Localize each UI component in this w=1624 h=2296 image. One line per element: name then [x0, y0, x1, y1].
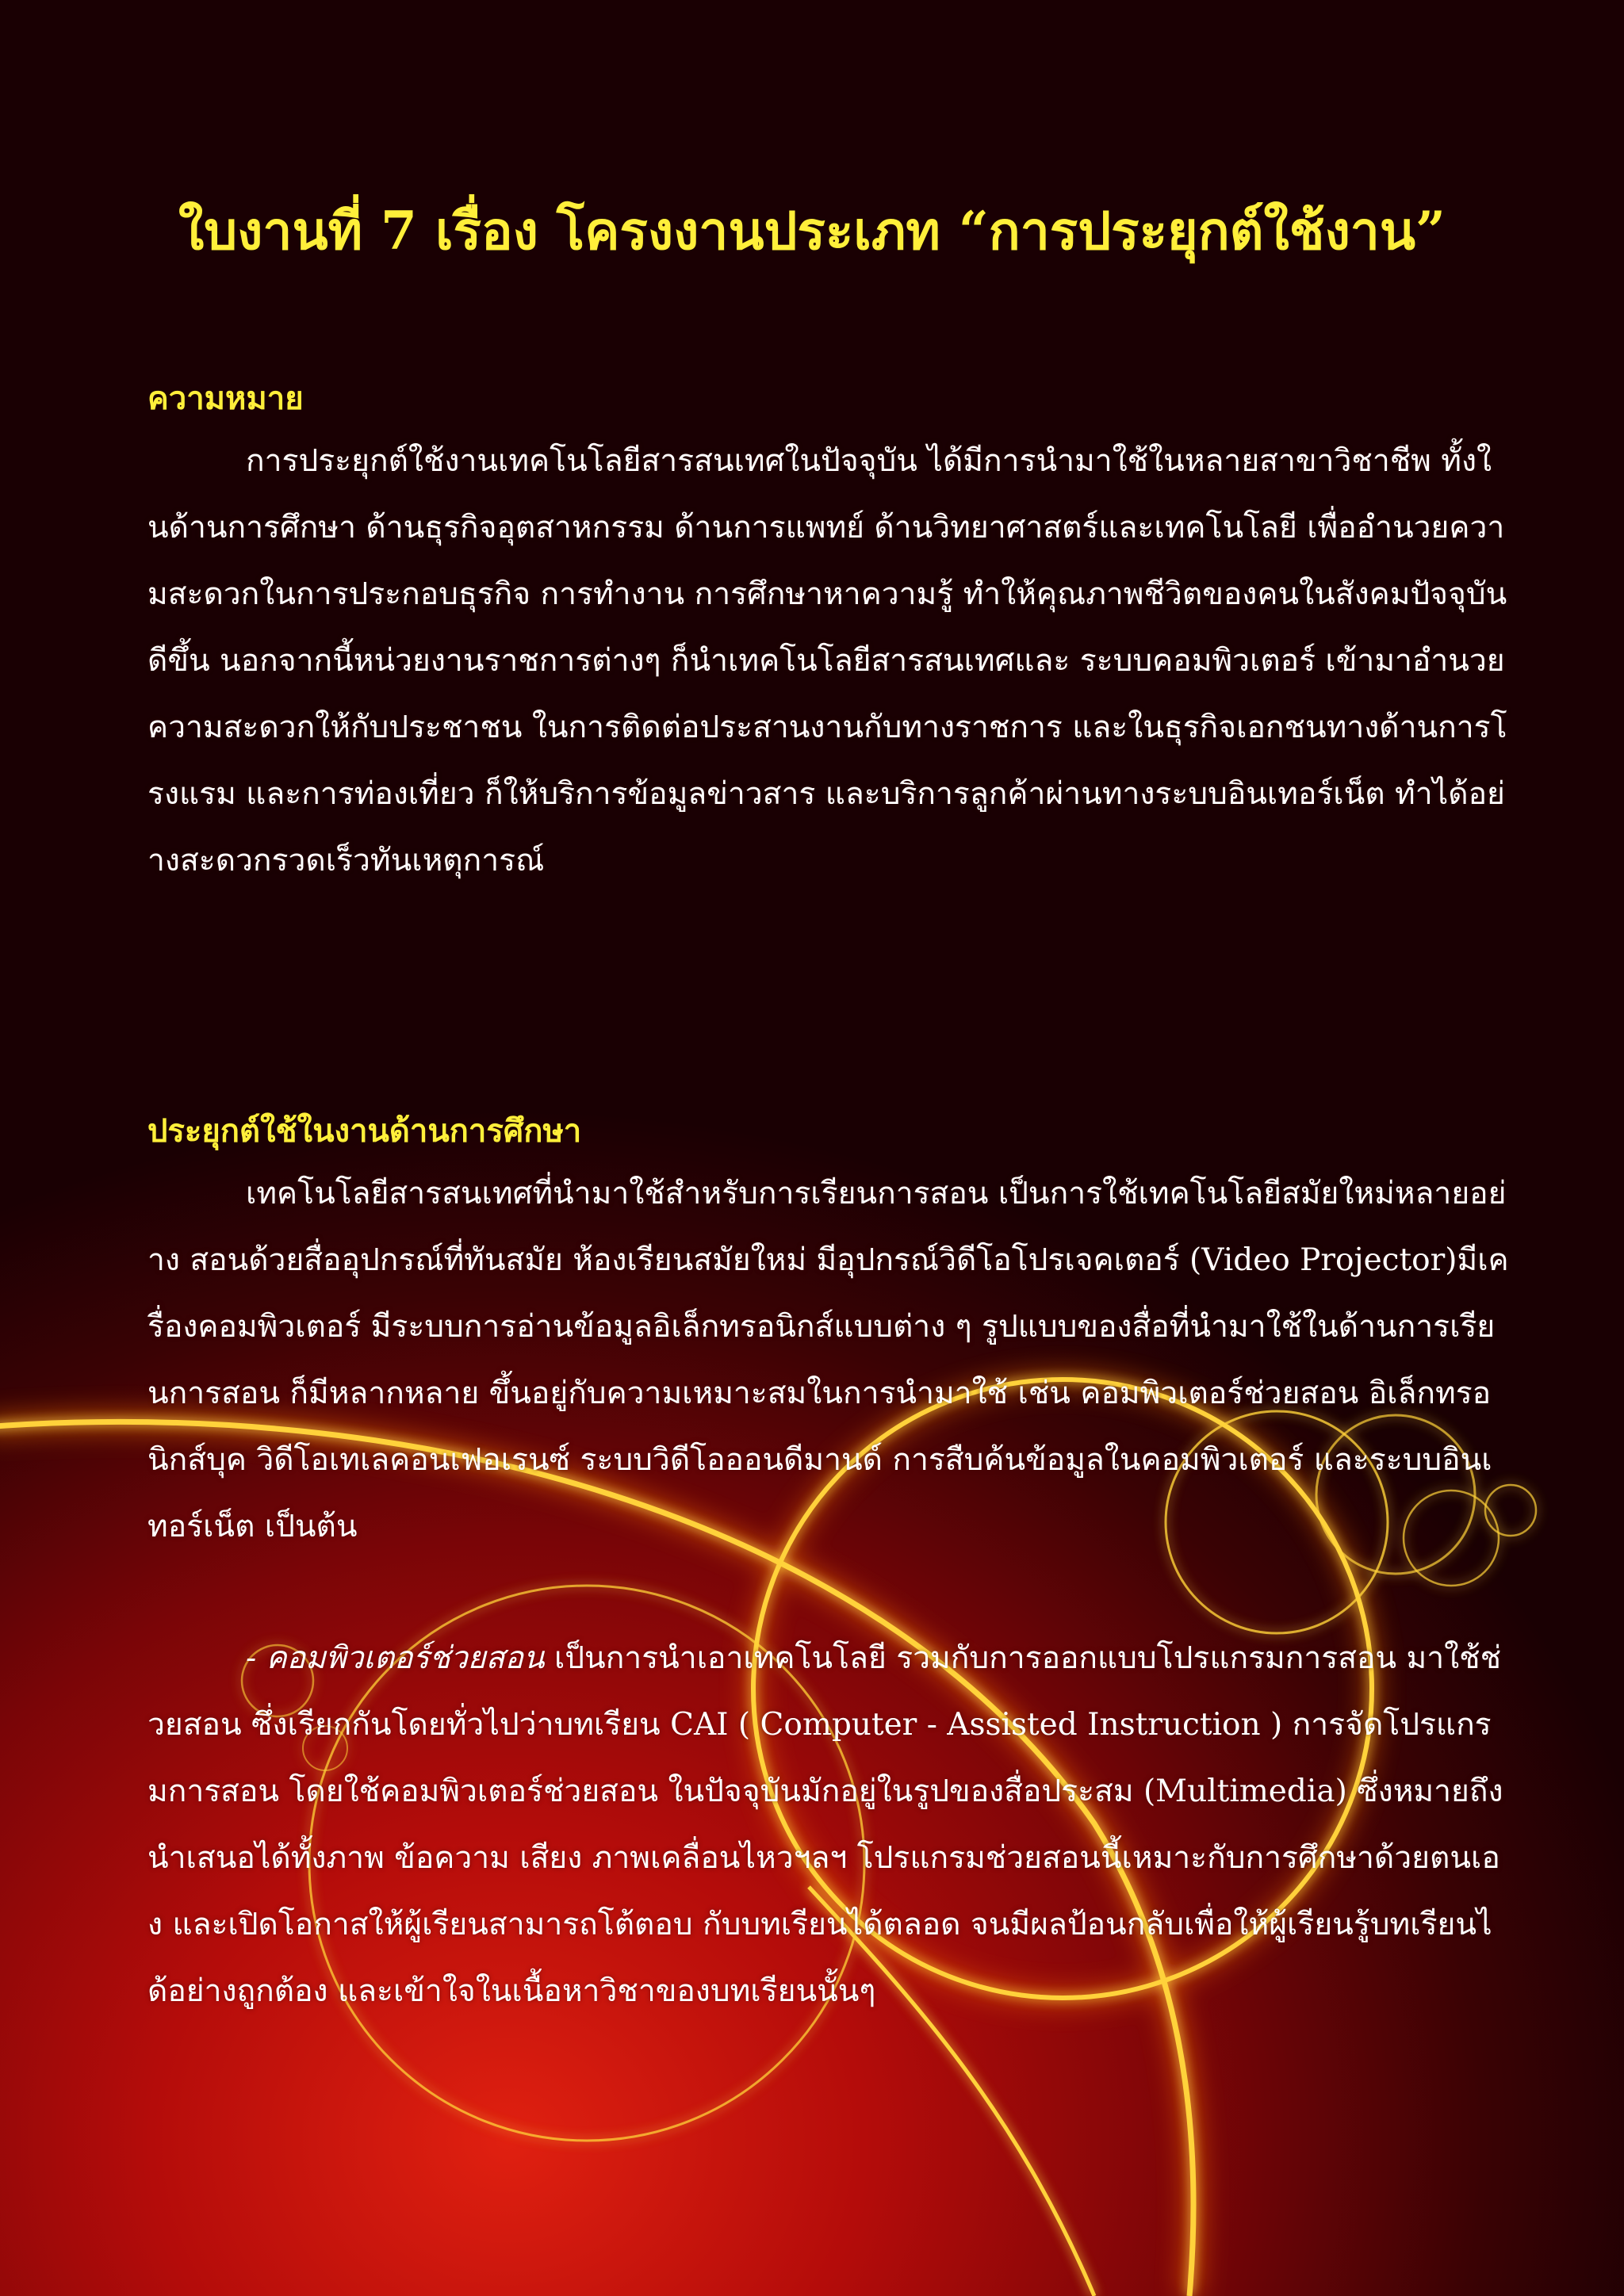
- cai-term: - คอมพิวเตอร์ช่วยสอน: [246, 1640, 545, 1676]
- page-title: ใบงานที่ 7 เรื่อง โครงงานประเภท “การประยุกต์ใช้งาน”: [178, 200, 1446, 262]
- section-heading-education: ประยุกต์ใช้ในงานด้านการศึกษา: [147, 1112, 582, 1150]
- paragraph-meaning: การประยุกต์ใช้งานเทคโนโลยีสารสนเทศในปัจจุบัน ได้มีการนำมาใช้ในหลายสาขาวิชาชีพ ทั้งในด้านการศึกษา ด้านธุรกิจอุตสาหกรรม ด้านการแพทย์ ด้านวิทยาศาสตร์และเทคโนโลยี เพื่ออำนวยความสะดวกในการประกอบธุรกิจ การทำงาน การศึกษาหาความรู้ ทำให้คุณภาพชีวิตของคนในสังคมปัจจุบันดีขึ้น นอกจากนี้หน่วยงานราชการต่างๆ ก็นำเทคโนโลยีสารสนเทศและ ระบบคอมพิวเตอร์ เข้ามาอำนวยความสะดวกให้กับประชาชน ในการติดต่อประสานงานกับทางราชการ และในธุรกิจเอกชนทางด้านการโรงแรม และการท่องเที่ยว ก็ให้บริการข้อมูลข่าวสาร และบริการลูกค้าผ่านทางระบบอินเทอร์เน็ต ทำได้อย่างสะดวกรวดเร็วทันเหตุการณ์: [147, 443, 1507, 878]
- paragraph-cai: [147, 1625, 1511, 2025]
- paragraph-education: เทคโนโลยีสารสนเทศที่นำมาใช้สำหรับการเรียนการสอน เป็นการใช้เทคโนโลยีสมัยใหม่หลายอย่าง สอนด้วยสื่ออุปกรณ์ที่ทันสมัย ห้องเรียนสมัยใหม่ มีอุปกรณ์วิดีโอโปรเจคเตอร์ (Video Projector)มีเครื่องคอมพิวเตอร์ มีระบบการอ่านข้อมูลอิเล็กทรอนิกส์แบบต่าง ๆ รูปแบบของสื่อที่นำมาใช้ในด้านการเรียนการสอน ก็มีหลากหลาย ขึ้นอยู่กับความเหมาะสมในการนำมาใช้ เช่น คอมพิวเตอร์ช่วยสอน อิเล็กทรอนิกส์บุค วิดีโอเทเลคอนเฟอเรนซ์ ระบบวิดีโอออนดีมานด์ การสืบค้นข้อมูลในคอมพิวเตอร์ และระบบอินเทอร์เน็ต เป็นต้น: [147, 1176, 1509, 1544]
- cai-description: เป็นการนำเอาเทคโนโลยี รวมกับการออกแบบโปรแกรมการสอน มาใช้ช่วยสอน ซึ่งเรียกกันโดยทั่วไปว่าบทเรียน CAI ( Computer - Assisted Instruction ) การจัดโปรแกรมการสอน โดยใช้คอมพิวเตอร์ช่วยสอน ในปัจจุบันมักอยู่ในรูปของสื่อประสม (Multimedia) ซึ่งหมายถึงนำเสนอได้ทั้งภาพ ข้อความ เสียง ภาพเคลื่อนไหวฯลฯ โปรแกรมช่วยสอนนี้เหมาะกับการศึกษาด้วยตนเอง และเปิดโอกาสให้ผู้เรียนสามารถโต้ตอบ กับบทเรียนได้ตลอด จนมีผลป้อนกลับเพื่อให้ผู้เรียนรู้บทเรียนได้อย่างถูกต้อง และเข้าใจในเนื้อหาวิชาของบทเรียนนั้นๆ: [147, 1640, 1503, 2009]
- section-heading-meaning: ความหมาย: [147, 380, 304, 417]
